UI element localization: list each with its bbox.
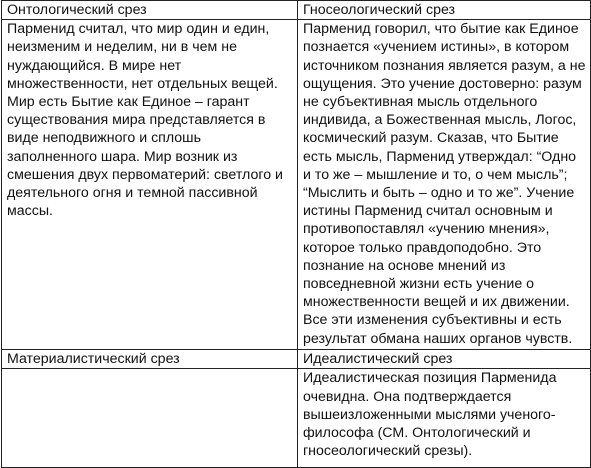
ontological-text: Парменид считал, что мир один и един, неизменим и неделим, ни в чем не нуждающийся. В мире нет множественности, нет отдельных вещей. Мир есть Бытие как Единое – гарант существования мира представляется в виде неподвижного и сплошь заполненного шара. Мир возник из смешения двух первоматерий: светлого и деятельного огня и темной пассивной массы. bbox=[7, 21, 283, 220]
gnoseological-text-cell bbox=[298, 20, 591, 350]
ontological-header-cell bbox=[2, 1, 298, 20]
table-row bbox=[2, 1, 591, 20]
ontological-text-cell bbox=[2, 20, 298, 350]
comparison-table bbox=[1, 0, 591, 468]
ontological-header: Онтологический срез bbox=[7, 2, 147, 18]
gnoseological-text: Парменид говорил, что бытие как Единое познается «учением истины», в котором источником познания является разум, а не ощущения. Это учение достоверно: разум не субъективная мысль отдельного индивида, а Божественная мысль, Логос, космический разум. Сказав, что Бытие есть мысль, Парменид утверждал: “Одно и то же – мышление и то, о чем мысль”; “Мыслить и быть – одно и то же”. Учение истины Парменид считал основным и противопоставлял «учению мнения», которое только правдоподобно. Это познание на основе мнений из повседневной жизни есть учение о множественности вещей и их движении. Все эти изменения субъективны и есть результат обмана наших органов чувств. bbox=[303, 21, 586, 347]
gnoseological-header-cell bbox=[298, 1, 591, 20]
materialistic-text-cell bbox=[2, 369, 298, 468]
table-row bbox=[2, 350, 591, 369]
table-row bbox=[2, 20, 591, 350]
idealistic-text: Идеалистическая позиция Парменида очевидна. Она подтверждается вышеизложенными мыслями ученого-философа (СМ. Онтологический и гносеологический срезы). bbox=[303, 370, 557, 460]
idealistic-header-cell bbox=[298, 350, 591, 369]
idealistic-header: Идеалистический срез bbox=[303, 351, 453, 368]
table-row bbox=[2, 369, 591, 468]
materialistic-header: Материалистический срез bbox=[7, 351, 180, 368]
materialistic-header-cell bbox=[2, 350, 298, 369]
gnoseological-header: Гносеологический срез bbox=[303, 2, 456, 18]
idealistic-text-cell bbox=[298, 369, 591, 468]
